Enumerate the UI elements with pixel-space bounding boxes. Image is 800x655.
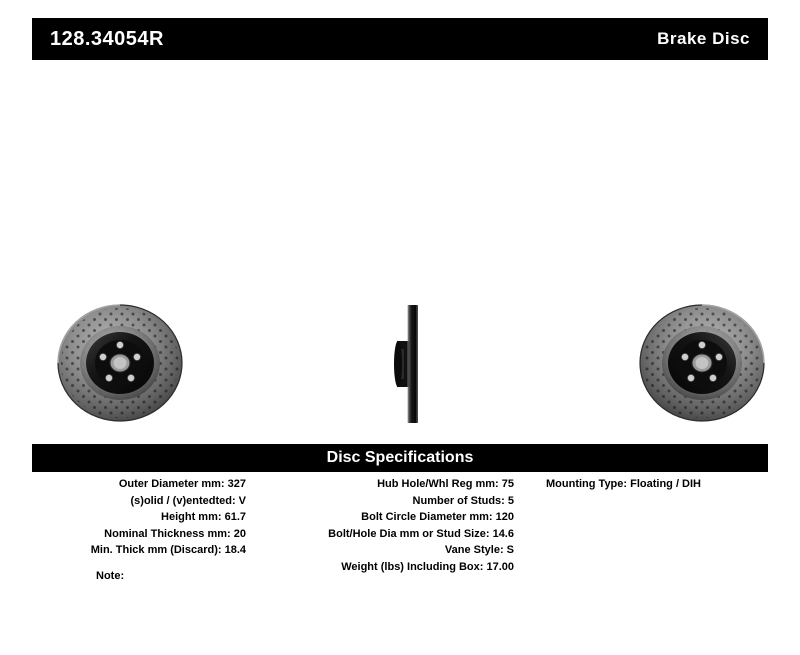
spec-item: (s)olid / (v)entedted: V xyxy=(130,494,246,507)
rotor-left-view xyxy=(42,300,202,435)
page-title: Brake Disc xyxy=(657,29,750,48)
spec-column-middle xyxy=(258,476,528,575)
spec-item: Hub Hole/Whl Reg mm: 75 xyxy=(377,478,514,490)
rotor-right-view xyxy=(622,300,782,435)
rotor-edge-view xyxy=(378,297,448,436)
spec-item: Number of Studs: 5 xyxy=(412,494,514,507)
spec-item: Bolt/Hole Dia mm or Stud Size: 14.6 xyxy=(328,527,514,540)
spec-item: Mounting Type: Floating / DIH xyxy=(546,478,701,490)
spec-item: Vane Style: S xyxy=(444,544,514,556)
note-label: Note: xyxy=(96,570,125,582)
figure-group xyxy=(32,300,768,430)
spec-item: Nominal Thickness mm: 20 xyxy=(104,527,246,540)
spec-item: Bolt Circle Diameter mm: 120 xyxy=(361,511,514,523)
spec-column-left xyxy=(32,476,258,575)
spec-item: Weight (lbs) Including Box: 17.00 xyxy=(341,560,514,573)
spec-item: Height mm: 61.7 xyxy=(161,511,246,523)
rotor-edge-view-svg xyxy=(378,297,448,431)
rotor-left-view-svg xyxy=(42,300,202,430)
spec-section-header xyxy=(32,444,768,472)
rotor-right-view-svg xyxy=(622,300,782,430)
spec-column-right xyxy=(528,476,768,575)
spec-item: Min. Thick mm (Discard): 18.4 xyxy=(90,544,246,556)
part-number: 128.34054R xyxy=(50,27,164,50)
spec-section-title: Disc Specifications xyxy=(326,449,474,466)
spec-item: Outer Diameter mm: 327 xyxy=(118,478,246,490)
header-bar xyxy=(32,18,768,60)
spec-columns xyxy=(32,476,768,575)
